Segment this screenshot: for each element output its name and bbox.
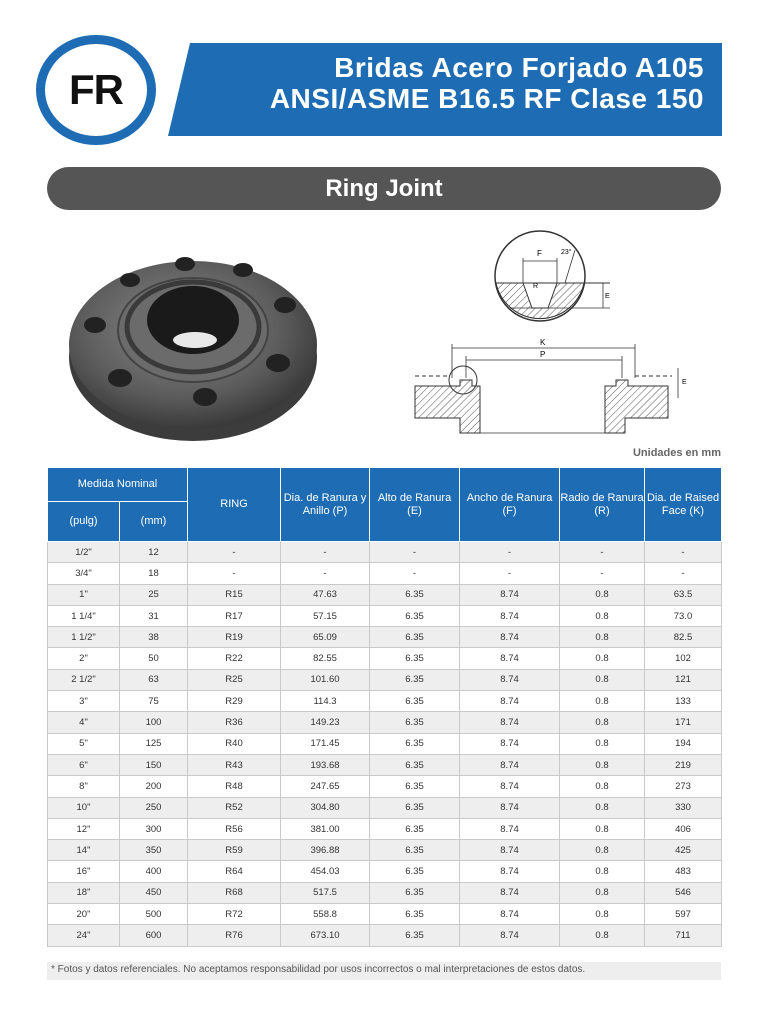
- label-f: F: [537, 249, 542, 258]
- cell-mm: 38: [120, 627, 188, 648]
- cell-r: 0.8: [560, 648, 645, 669]
- cell-k: 273: [645, 776, 722, 797]
- header-dia-ranura: Dia. de Ranura y Anillo (P): [281, 468, 370, 542]
- cell-e: 6.35: [370, 925, 460, 946]
- cell-ring: R43: [188, 754, 281, 775]
- header-ancho-ranura: Ancho de Ranura (F): [460, 468, 560, 542]
- cell-pulg: 24": [48, 925, 120, 946]
- cell-k: 73.0: [645, 605, 722, 626]
- cell-k: 546: [645, 882, 722, 903]
- cell-e: 6.35: [370, 818, 460, 839]
- cell-ring: R17: [188, 605, 281, 626]
- page-title-line1: Bridas Acero Forjado A105: [334, 52, 704, 83]
- table-row: [48, 818, 722, 839]
- header-mm: (mm): [120, 502, 188, 542]
- cell-ring: R29: [188, 691, 281, 712]
- cell-ring: R56: [188, 818, 281, 839]
- cell-mm: 63: [120, 669, 188, 690]
- cell-f: 8.74: [460, 925, 560, 946]
- table-row: [48, 584, 722, 605]
- cell-p: 82.55: [281, 648, 370, 669]
- cell-r: 0.8: [560, 797, 645, 818]
- cell-p: 101.60: [281, 669, 370, 690]
- cell-f: 8.74: [460, 861, 560, 882]
- cell-mm: 100: [120, 712, 188, 733]
- cell-pulg: 12": [48, 818, 120, 839]
- cell-mm: 300: [120, 818, 188, 839]
- cell-ring: R64: [188, 861, 281, 882]
- header-alto-ranura: Alto de Ranura (E): [370, 468, 460, 542]
- cell-r: 0.8: [560, 712, 645, 733]
- cell-f: 8.74: [460, 754, 560, 775]
- cell-k: 597: [645, 904, 722, 925]
- cell-r: 0.8: [560, 605, 645, 626]
- cell-pulg: 2": [48, 648, 120, 669]
- cell-ring: R36: [188, 712, 281, 733]
- cell-r: 0.8: [560, 776, 645, 797]
- cell-e: 6.35: [370, 882, 460, 903]
- cell-r: 0.8: [560, 584, 645, 605]
- cell-k: 219: [645, 754, 722, 775]
- cell-mm: 25: [120, 584, 188, 605]
- cell-r: -: [560, 542, 645, 563]
- header-banner: [168, 43, 722, 136]
- cell-p: 247.65: [281, 776, 370, 797]
- footer-disclaimer: * Fotos y datos referenciales. No aceptamos responsabilidad por usos incorrectos o mal interpretaciones de estos datos.: [47, 962, 721, 980]
- cell-e: 6.35: [370, 754, 460, 775]
- header-pulg: (pulg): [48, 502, 120, 542]
- cell-r: -: [560, 563, 645, 584]
- cell-k: 711: [645, 925, 722, 946]
- cell-ring: R22: [188, 648, 281, 669]
- cell-pulg: 3/4": [48, 563, 120, 584]
- cell-k: 483: [645, 861, 722, 882]
- cell-ring: R25: [188, 669, 281, 690]
- cell-r: 0.8: [560, 691, 645, 712]
- table-row: [48, 712, 722, 733]
- cell-ring: -: [188, 563, 281, 584]
- cell-r: 0.8: [560, 861, 645, 882]
- cell-e: 6.35: [370, 605, 460, 626]
- cell-f: 8.74: [460, 712, 560, 733]
- label-p: P: [540, 350, 546, 359]
- table-row: [48, 691, 722, 712]
- cell-k: 63.5: [645, 584, 722, 605]
- cell-r: 0.8: [560, 840, 645, 861]
- cell-f: 8.74: [460, 648, 560, 669]
- cell-p: 304.80: [281, 797, 370, 818]
- label-k: K: [540, 338, 546, 347]
- cell-mm: 31: [120, 605, 188, 626]
- cell-pulg: 1 1/4": [48, 605, 120, 626]
- cell-mm: 50: [120, 648, 188, 669]
- cell-ring: R48: [188, 776, 281, 797]
- cell-f: 8.74: [460, 584, 560, 605]
- cell-e: -: [370, 563, 460, 584]
- label-e-section: E: [682, 379, 687, 386]
- cell-pulg: 20": [48, 904, 120, 925]
- cell-pulg: 3": [48, 691, 120, 712]
- cell-mm: 450: [120, 882, 188, 903]
- cell-r: 0.8: [560, 754, 645, 775]
- cell-pulg: 1": [48, 584, 120, 605]
- cell-f: -: [460, 563, 560, 584]
- section-title: Ring Joint: [325, 174, 443, 202]
- cell-f: 8.74: [460, 627, 560, 648]
- cell-k: -: [645, 563, 722, 584]
- cell-p: 193.68: [281, 754, 370, 775]
- cell-f: 8.74: [460, 776, 560, 797]
- cell-f: 8.74: [460, 882, 560, 903]
- table-row: [48, 861, 722, 882]
- cell-p: 149.23: [281, 712, 370, 733]
- cell-r: 0.8: [560, 627, 645, 648]
- company-logo: [36, 35, 156, 145]
- cell-r: 0.8: [560, 925, 645, 946]
- cell-p: 454.03: [281, 861, 370, 882]
- cell-mm: 125: [120, 733, 188, 754]
- cell-pulg: 14": [48, 840, 120, 861]
- cell-f: 8.74: [460, 669, 560, 690]
- table-row: [48, 542, 722, 563]
- label-angle: 23°: [561, 249, 572, 256]
- table-row: [48, 627, 722, 648]
- cell-mm: 12: [120, 542, 188, 563]
- cell-ring: -: [188, 542, 281, 563]
- cell-ring: R40: [188, 733, 281, 754]
- cell-e: 6.35: [370, 733, 460, 754]
- flange-photo: [60, 245, 330, 445]
- cell-mm: 600: [120, 925, 188, 946]
- cell-ring: R15: [188, 584, 281, 605]
- cell-p: -: [281, 542, 370, 563]
- cell-pulg: 16": [48, 861, 120, 882]
- cell-pulg: 8": [48, 776, 120, 797]
- cell-e: 6.35: [370, 584, 460, 605]
- ring-joint-diagram: [410, 228, 710, 438]
- section-header: [47, 167, 721, 210]
- header-dia-raised-face: Dia. de Raised Face (K): [645, 468, 722, 542]
- cell-p: 558.8: [281, 904, 370, 925]
- cell-p: 114.3: [281, 691, 370, 712]
- cell-p: -: [281, 563, 370, 584]
- cell-ring: R68: [188, 882, 281, 903]
- cell-ring: R72: [188, 904, 281, 925]
- cell-pulg: 5": [48, 733, 120, 754]
- cell-pulg: 18": [48, 882, 120, 903]
- cell-f: 8.74: [460, 605, 560, 626]
- table-row: [48, 669, 722, 690]
- cell-ring: R52: [188, 797, 281, 818]
- cell-e: 6.35: [370, 669, 460, 690]
- cell-k: -: [645, 542, 722, 563]
- cell-e: 6.35: [370, 797, 460, 818]
- cell-e: 6.35: [370, 861, 460, 882]
- cell-pulg: 1 1/2": [48, 627, 120, 648]
- logo-text: FR: [69, 66, 123, 113]
- cell-k: 194: [645, 733, 722, 754]
- cell-r: 0.8: [560, 733, 645, 754]
- cell-e: 6.35: [370, 627, 460, 648]
- cell-pulg: 4": [48, 712, 120, 733]
- cell-e: -: [370, 542, 460, 563]
- table-row: [48, 776, 722, 797]
- cell-k: 121: [645, 669, 722, 690]
- header-ring: RING: [188, 468, 281, 542]
- cell-e: 6.35: [370, 840, 460, 861]
- table-row: [48, 605, 722, 626]
- cell-ring: R59: [188, 840, 281, 861]
- cell-k: 330: [645, 797, 722, 818]
- cell-pulg: 10": [48, 797, 120, 818]
- cell-f: 8.74: [460, 840, 560, 861]
- label-r: R: [533, 283, 539, 290]
- cell-k: 171: [645, 712, 722, 733]
- cell-k: 102: [645, 648, 722, 669]
- cell-ring: R19: [188, 627, 281, 648]
- cell-mm: 75: [120, 691, 188, 712]
- cell-mm: 400: [120, 861, 188, 882]
- header-radio-ranura: Radio de Ranura (R): [560, 468, 645, 542]
- table-row: [48, 563, 722, 584]
- cell-p: 171.45: [281, 733, 370, 754]
- label-e-detail: E: [605, 293, 610, 300]
- cell-f: 8.74: [460, 797, 560, 818]
- table-row: [48, 754, 722, 775]
- table-row: [48, 840, 722, 861]
- cell-k: 425: [645, 840, 722, 861]
- cell-p: 396.88: [281, 840, 370, 861]
- cell-mm: 350: [120, 840, 188, 861]
- cell-mm: 200: [120, 776, 188, 797]
- table-row: [48, 797, 722, 818]
- cell-r: 0.8: [560, 818, 645, 839]
- cell-p: 517.5: [281, 882, 370, 903]
- page-title-line2: ANSI/ASME B16.5 RF Clase 150: [269, 83, 704, 114]
- cell-k: 406: [645, 818, 722, 839]
- table-row: [48, 904, 722, 925]
- cell-mm: 250: [120, 797, 188, 818]
- table-row: [48, 733, 722, 754]
- cell-mm: 150: [120, 754, 188, 775]
- cell-pulg: 6": [48, 754, 120, 775]
- cell-pulg: 1/2": [48, 542, 120, 563]
- cell-k: 82.5: [645, 627, 722, 648]
- cell-p: 381.00: [281, 818, 370, 839]
- specifications-table: [47, 467, 722, 947]
- cell-f: 8.74: [460, 818, 560, 839]
- cell-f: 8.74: [460, 904, 560, 925]
- cell-e: 6.35: [370, 691, 460, 712]
- cell-e: 6.35: [370, 776, 460, 797]
- cell-f: 8.74: [460, 691, 560, 712]
- cell-r: 0.8: [560, 904, 645, 925]
- table-row: [48, 648, 722, 669]
- cell-p: 673.10: [281, 925, 370, 946]
- cell-p: 47.63: [281, 584, 370, 605]
- table-body: [48, 542, 722, 947]
- cell-e: 6.35: [370, 648, 460, 669]
- cell-mm: 18: [120, 563, 188, 584]
- cell-mm: 500: [120, 904, 188, 925]
- cell-pulg: 2 1/2": [48, 669, 120, 690]
- cell-f: 8.74: [460, 733, 560, 754]
- cell-ring: R76: [188, 925, 281, 946]
- cell-r: 0.8: [560, 669, 645, 690]
- cell-p: 57.15: [281, 605, 370, 626]
- cell-k: 133: [645, 691, 722, 712]
- cell-e: 6.35: [370, 712, 460, 733]
- units-note: Unidades en mm: [632, 447, 721, 459]
- cell-e: 6.35: [370, 904, 460, 925]
- cell-f: -: [460, 542, 560, 563]
- header-medida-nominal: Medida Nominal: [48, 468, 188, 502]
- cell-p: 65.09: [281, 627, 370, 648]
- table-row: [48, 882, 722, 903]
- cell-r: 0.8: [560, 882, 645, 903]
- table-row: [48, 925, 722, 946]
